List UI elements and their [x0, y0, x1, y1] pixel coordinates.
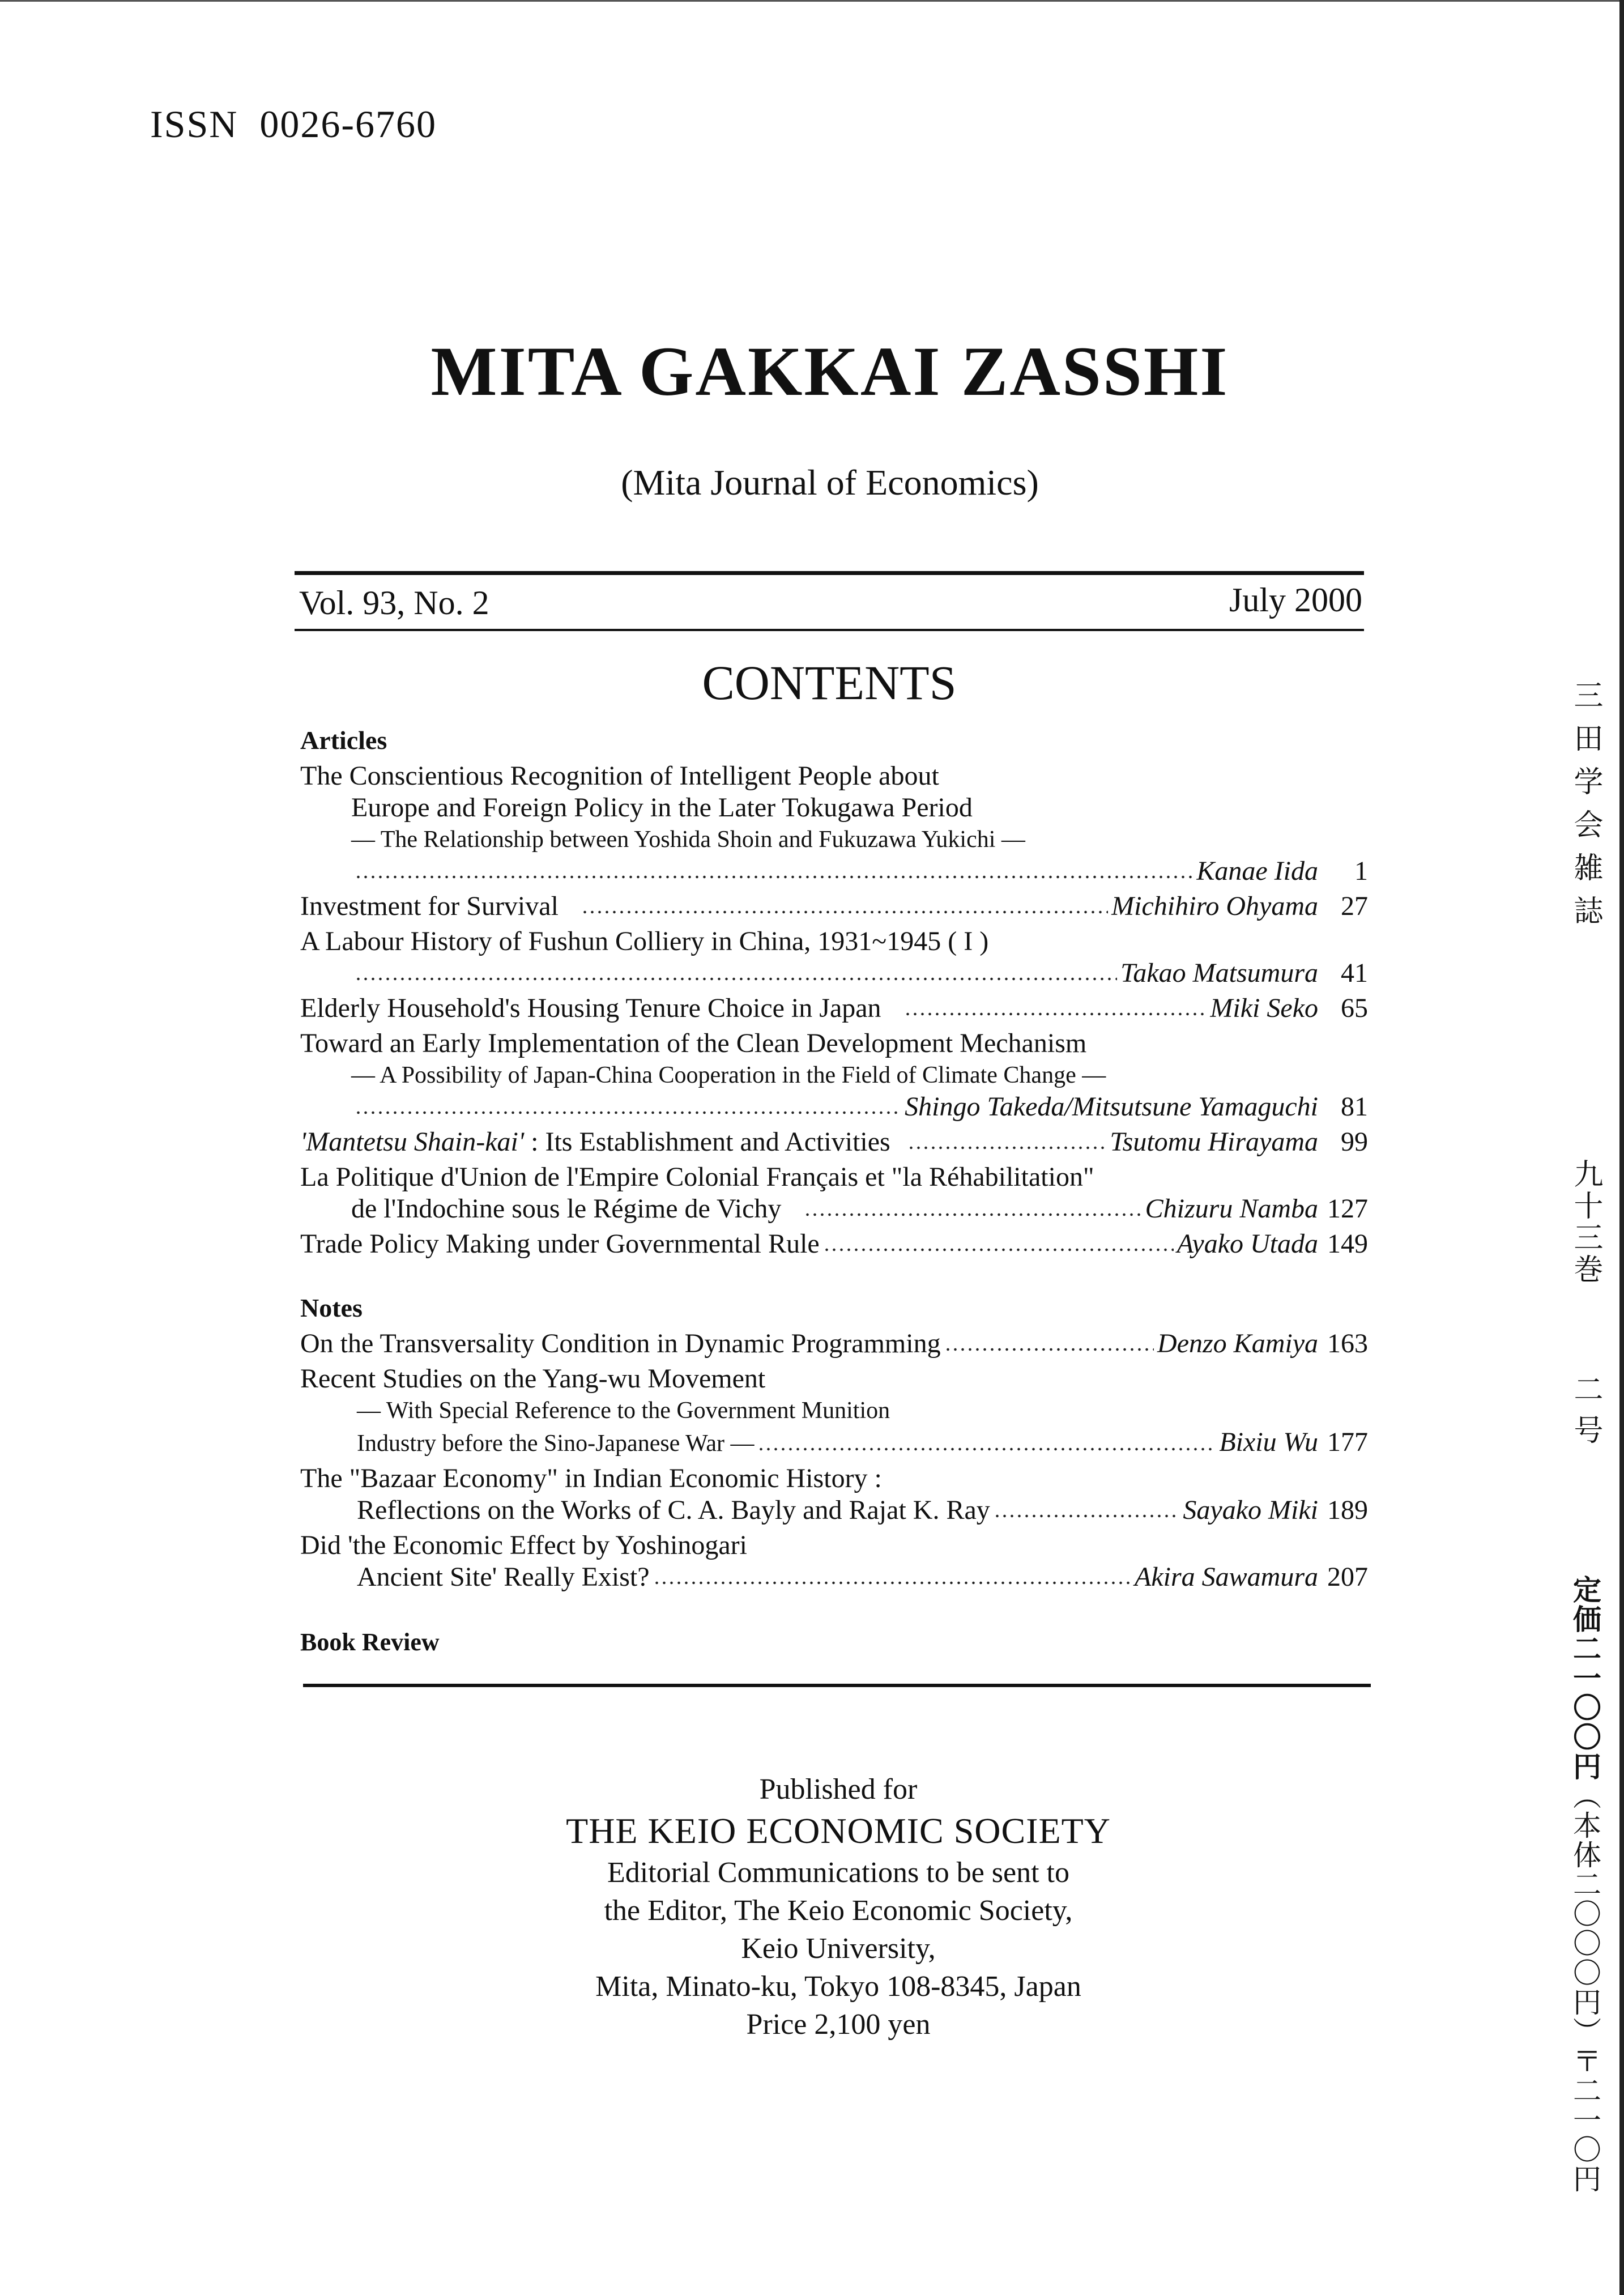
entry-author: Denzo Kamiya: [1157, 1329, 1318, 1359]
entry-title-cont: Reflections on the Works of C. A. Bayly and Rajat K. Ray: [357, 1495, 990, 1525]
volume-rule: [295, 629, 1364, 631]
dot-leader: [355, 875, 1193, 879]
scan-edge-top: [0, 0, 1624, 2]
entry-page: 127: [1327, 1194, 1368, 1224]
dot-leader: [804, 1212, 1141, 1217]
section-heading-book-review: Book Review: [300, 1628, 440, 1656]
toc-entry[interactable]: [300, 1463, 1368, 1526]
toc-entry[interactable]: [300, 891, 1368, 922]
toc-entry[interactable]: [300, 1363, 1368, 1459]
publisher-line: Editorial Communications to be sent to: [607, 1857, 1069, 1889]
entry-title: Toward an Early Implementation of the Clean Development Mechanism: [300, 1028, 1087, 1058]
entry-title: Investment for Survival: [300, 891, 559, 921]
entry-subtitle-cont: Industry before the Sino-Japanese War —: [357, 1430, 755, 1457]
spine-number: 二号: [1568, 1374, 1602, 1455]
issn: ISSN 0026-6760: [150, 103, 437, 146]
dot-leader: [581, 910, 1108, 914]
toc-entry[interactable]: [300, 1328, 1368, 1360]
toc-entry[interactable]: [300, 1126, 1368, 1158]
entry-title: La Politique d'Union de l'Empire Colonial Français et "la Réhabilitation": [300, 1162, 1094, 1192]
society-name: THE KEIO ECONOMIC SOCIETY: [566, 1811, 1111, 1851]
entry-author: Miki Seko: [1210, 993, 1318, 1023]
bottom-rule: [303, 1684, 1371, 1687]
dot-leader: [994, 1514, 1180, 1518]
toc-entry[interactable]: [300, 1228, 1368, 1260]
entry-title: Recent Studies on the Yang-wu Movement: [300, 1364, 766, 1394]
spine-price-main: 定価二一〇〇円: [1568, 1575, 1602, 1781]
dot-leader: [355, 1110, 901, 1115]
published-for: Published for: [759, 1773, 918, 1806]
dot-leader: [904, 1012, 1207, 1016]
issue-date: July 2000: [1229, 581, 1362, 619]
entry-page: 81: [1341, 1092, 1368, 1122]
section-heading-articles: Articles: [300, 726, 387, 755]
entry-page: 41: [1341, 958, 1368, 988]
entry-title: Trade Policy Making under Governmental Rule: [300, 1229, 820, 1259]
entry-page: 163: [1327, 1329, 1368, 1359]
toc-entry[interactable]: [300, 760, 1368, 887]
entry-title: : Its Establishment and Activities: [524, 1127, 890, 1157]
volume-number: Vol. 93, No. 2: [299, 584, 489, 621]
toc-entry[interactable]: [300, 1161, 1368, 1225]
entry-page: 207: [1327, 1562, 1368, 1592]
dot-leader: [653, 1581, 1131, 1585]
spine-journal-title: 三田学会雑誌: [1568, 680, 1602, 938]
entry-page: 189: [1327, 1495, 1368, 1525]
entry-title-cont: Ancient Site' Really Exist?: [357, 1562, 650, 1592]
toc-entry[interactable]: [300, 1028, 1368, 1123]
entry-author: Ayako Utada: [1177, 1229, 1318, 1259]
publisher-line: Keio University,: [741, 1932, 936, 1965]
toc-entry[interactable]: [300, 926, 1368, 989]
entry-page: 1: [1354, 856, 1368, 886]
entry-page: 177: [1327, 1427, 1368, 1457]
entry-subtitle: — A Possibility of Japan-China Cooperation in the Field of Climate Change —: [351, 1062, 1106, 1088]
toc-entry[interactable]: [300, 993, 1368, 1024]
entry-title-cont: Europe and Foreign Policy in the Later Tokugawa Period: [351, 793, 973, 823]
entry-page: 65: [1341, 993, 1368, 1023]
entry-author: Michihiro Ohyama: [1111, 891, 1318, 921]
contents-heading: CONTENTS: [702, 655, 957, 710]
toc-entry[interactable]: [300, 1530, 1368, 1593]
entry-author: Chizuru Namba: [1145, 1194, 1318, 1224]
entry-title: On the Transversality Condition in Dynamic Programming: [300, 1329, 941, 1359]
entry-author: Tsutomu Hirayama: [1110, 1127, 1318, 1157]
entry-author: Shingo Takeda/Mitsutsune Yamaguchi: [905, 1092, 1318, 1122]
entry-page: 99: [1341, 1127, 1368, 1157]
publisher-address: Mita, Minato-ku, Tokyo 108-8345, Japan: [595, 1970, 1081, 2003]
dot-leader: [823, 1247, 1174, 1252]
spine-volume: 九十三巻: [1568, 1159, 1602, 1285]
publisher-line: the Editor, The Keio Economic Society,: [604, 1894, 1073, 1927]
spine-price-detail: （本体二〇〇〇円）〒二一〇円: [1568, 1781, 1601, 2194]
entry-author: Bixiu Wu: [1219, 1427, 1318, 1457]
table-of-contents: [300, 724, 1368, 1659]
entry-page: 149: [1327, 1229, 1368, 1259]
entry-author: Sayako Miki: [1183, 1495, 1318, 1525]
entry-title-cont: de l'Indochine sous le Régime de Vichy: [351, 1194, 782, 1224]
dot-leader: [757, 1447, 1216, 1451]
dot-leader: [944, 1347, 1154, 1352]
section-heading-notes: Notes: [300, 1293, 363, 1322]
price: Price 2,100 yen: [746, 2008, 931, 2041]
entry-page: 27: [1341, 891, 1368, 921]
journal-title: MITA GAKKAI ZASSHI: [430, 333, 1229, 410]
spine-price: [1565, 1575, 1605, 2194]
entry-title: Elderly Household's Housing Tenure Choice in Japan: [300, 993, 881, 1023]
publisher-info: [0, 1770, 1624, 2043]
entry-author: Takao Matsumura: [1120, 958, 1318, 988]
entry-subtitle: — With Special Reference to the Government Munition: [357, 1398, 890, 1424]
dot-leader: [355, 977, 1117, 981]
dot-leader: [907, 1146, 1107, 1150]
entry-author: Akira Sawamura: [1135, 1562, 1318, 1592]
entry-title: The "Bazaar Economy" in Indian Economic History :: [300, 1463, 882, 1493]
entry-author: Kanae Iida: [1196, 856, 1318, 886]
entry-title-italic: 'Mantetsu Shain-kai': [300, 1127, 525, 1157]
top-rule: [295, 571, 1364, 575]
entry-title: A Labour History of Fushun Colliery in China, 1931~1945 ( I ): [300, 926, 989, 956]
journal-subtitle: (Mita Journal of Economics): [621, 462, 1039, 503]
entry-title: Did 'the Economic Effect by Yoshinogari: [300, 1530, 747, 1560]
entry-subtitle: — The Relationship between Yoshida Shoin and Fukuzawa Yukichi —: [351, 827, 1025, 853]
entry-title: The Conscientious Recognition of Intelligent People about: [300, 761, 939, 791]
